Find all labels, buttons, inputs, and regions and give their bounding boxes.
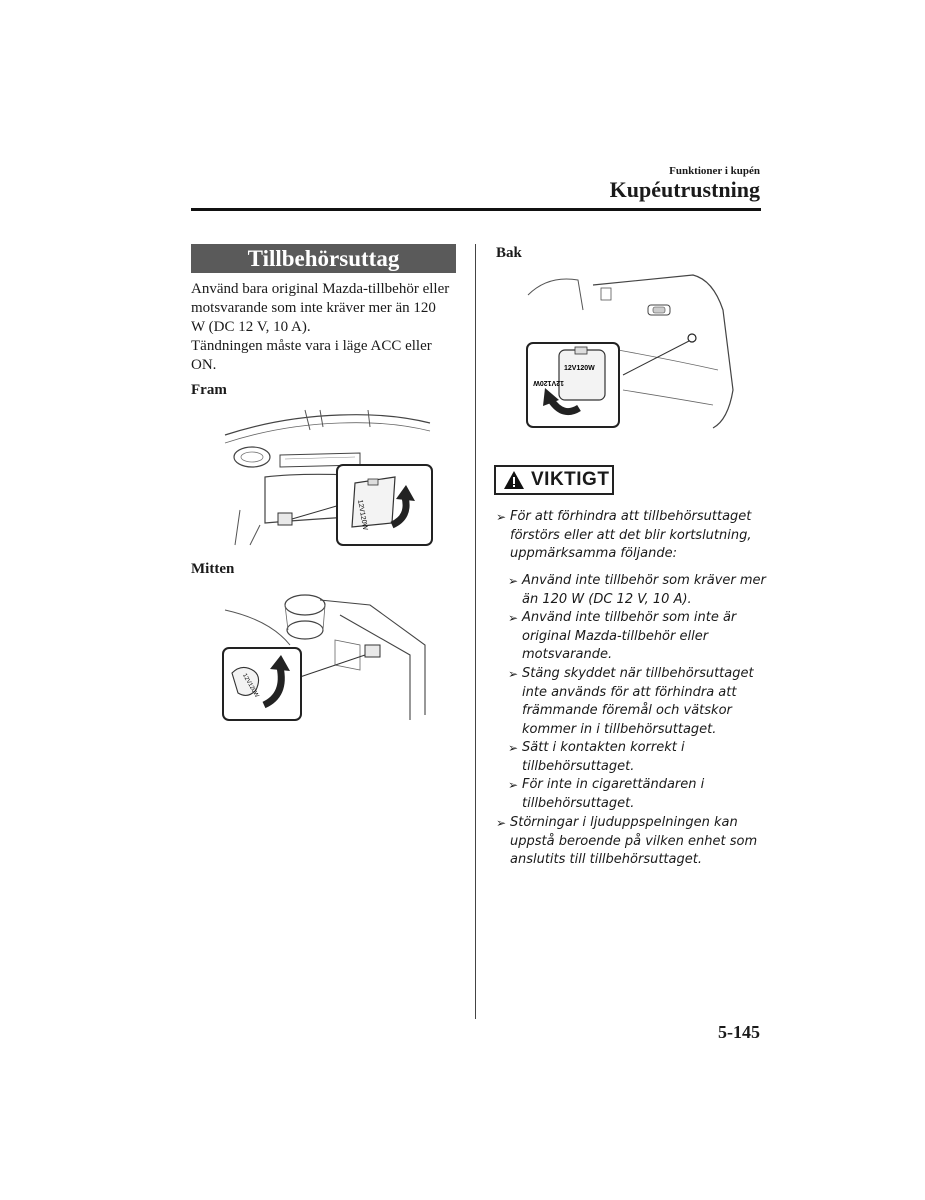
intro-line: W (DC 12 V, 10 A). [191, 319, 311, 335]
list-item [496, 508, 765, 564]
rear-socket-label-top: 12V120W [564, 365, 595, 372]
list-line: tillbehörsuttaget. [522, 795, 635, 811]
arrow-bullet-icon: ➢ [508, 574, 519, 588]
center-socket-illustration [220, 585, 435, 725]
list-item [508, 665, 767, 739]
page-number: 5-145 [718, 1022, 760, 1042]
front-socket-label: 12V120W [356, 499, 369, 531]
intro-line: ON. [191, 357, 217, 373]
section-title: Tillbehörsuttag [191, 244, 456, 273]
list-line: Stäng skyddet när tillbehörsuttaget [522, 666, 754, 681]
list-line: Använd inte tillbehör som inte är [522, 610, 737, 625]
header-rule [191, 208, 761, 211]
list-line: uppmärksamma följande: [510, 546, 678, 562]
center-socket-label: 12V120W [241, 672, 260, 699]
chapter-title: Kupéutrustning [609, 177, 760, 202]
arrow-bullet-icon: ➢ [508, 778, 519, 792]
front-socket-illustration [220, 405, 435, 547]
list-item [508, 739, 767, 776]
list-line: Störningar i ljuduppspelningen kan [510, 815, 738, 830]
list-line: motsvarande. [522, 647, 613, 663]
list-item [508, 609, 767, 665]
warning-label: VIKTIGT [531, 469, 610, 490]
list-line: tillbehörsuttaget. [522, 758, 635, 774]
arrow-bullet-icon: ➢ [508, 611, 519, 625]
list-line: kommer in i tillbehörsuttaget. [522, 721, 717, 737]
list-item [508, 572, 767, 609]
list-line: original Mazda-tillbehör eller [522, 628, 709, 644]
list-line: Använd inte tillbehör som kräver mer [522, 573, 766, 588]
arrow-bullet-icon: ➢ [496, 510, 507, 524]
intro-line: Använd bara original Mazda-tillbehör eller [191, 281, 450, 297]
center-caption: Mitten [191, 561, 235, 577]
list-item [508, 776, 767, 813]
list-line: förstörs eller att det blir kortslutning, [510, 527, 752, 543]
rear-caption: Bak [496, 245, 522, 261]
rear-socket-label-bottom: 12V120W [533, 379, 564, 386]
rear-socket-illustration [523, 270, 738, 430]
warning-triangle-icon [503, 470, 525, 490]
list-line: än 120 W (DC 12 V, 10 A). [522, 591, 692, 607]
front-caption: Fram [191, 382, 227, 398]
arrow-bullet-icon: ➢ [508, 667, 519, 681]
list-line: anslutits till tillbehörsuttaget. [510, 852, 702, 868]
intro-paragraph [191, 280, 453, 375]
list-item [496, 814, 765, 870]
intro-line: motsvarande som inte kräver mer än 120 [191, 300, 436, 316]
arrow-bullet-icon: ➢ [508, 741, 519, 755]
list-line: Sätt i kontakten korrekt i [522, 740, 685, 755]
column-divider [475, 244, 476, 1019]
list-line: För inte in cigarettändaren i [522, 777, 705, 792]
list-line: uppstå beroende på vilken enhet som [510, 833, 758, 849]
list-line: För att förhindra att tillbehörsuttaget [510, 509, 752, 524]
list-line: inte används för att förhindra att [522, 684, 737, 700]
warning-label-box [494, 465, 614, 495]
intro-line: Tändningen måste vara i läge ACC eller [191, 338, 432, 354]
arrow-bullet-icon: ➢ [496, 816, 507, 830]
list-line: främmande föremål och vätskor [522, 703, 732, 719]
running-head: Funktioner i kupén [669, 165, 760, 177]
